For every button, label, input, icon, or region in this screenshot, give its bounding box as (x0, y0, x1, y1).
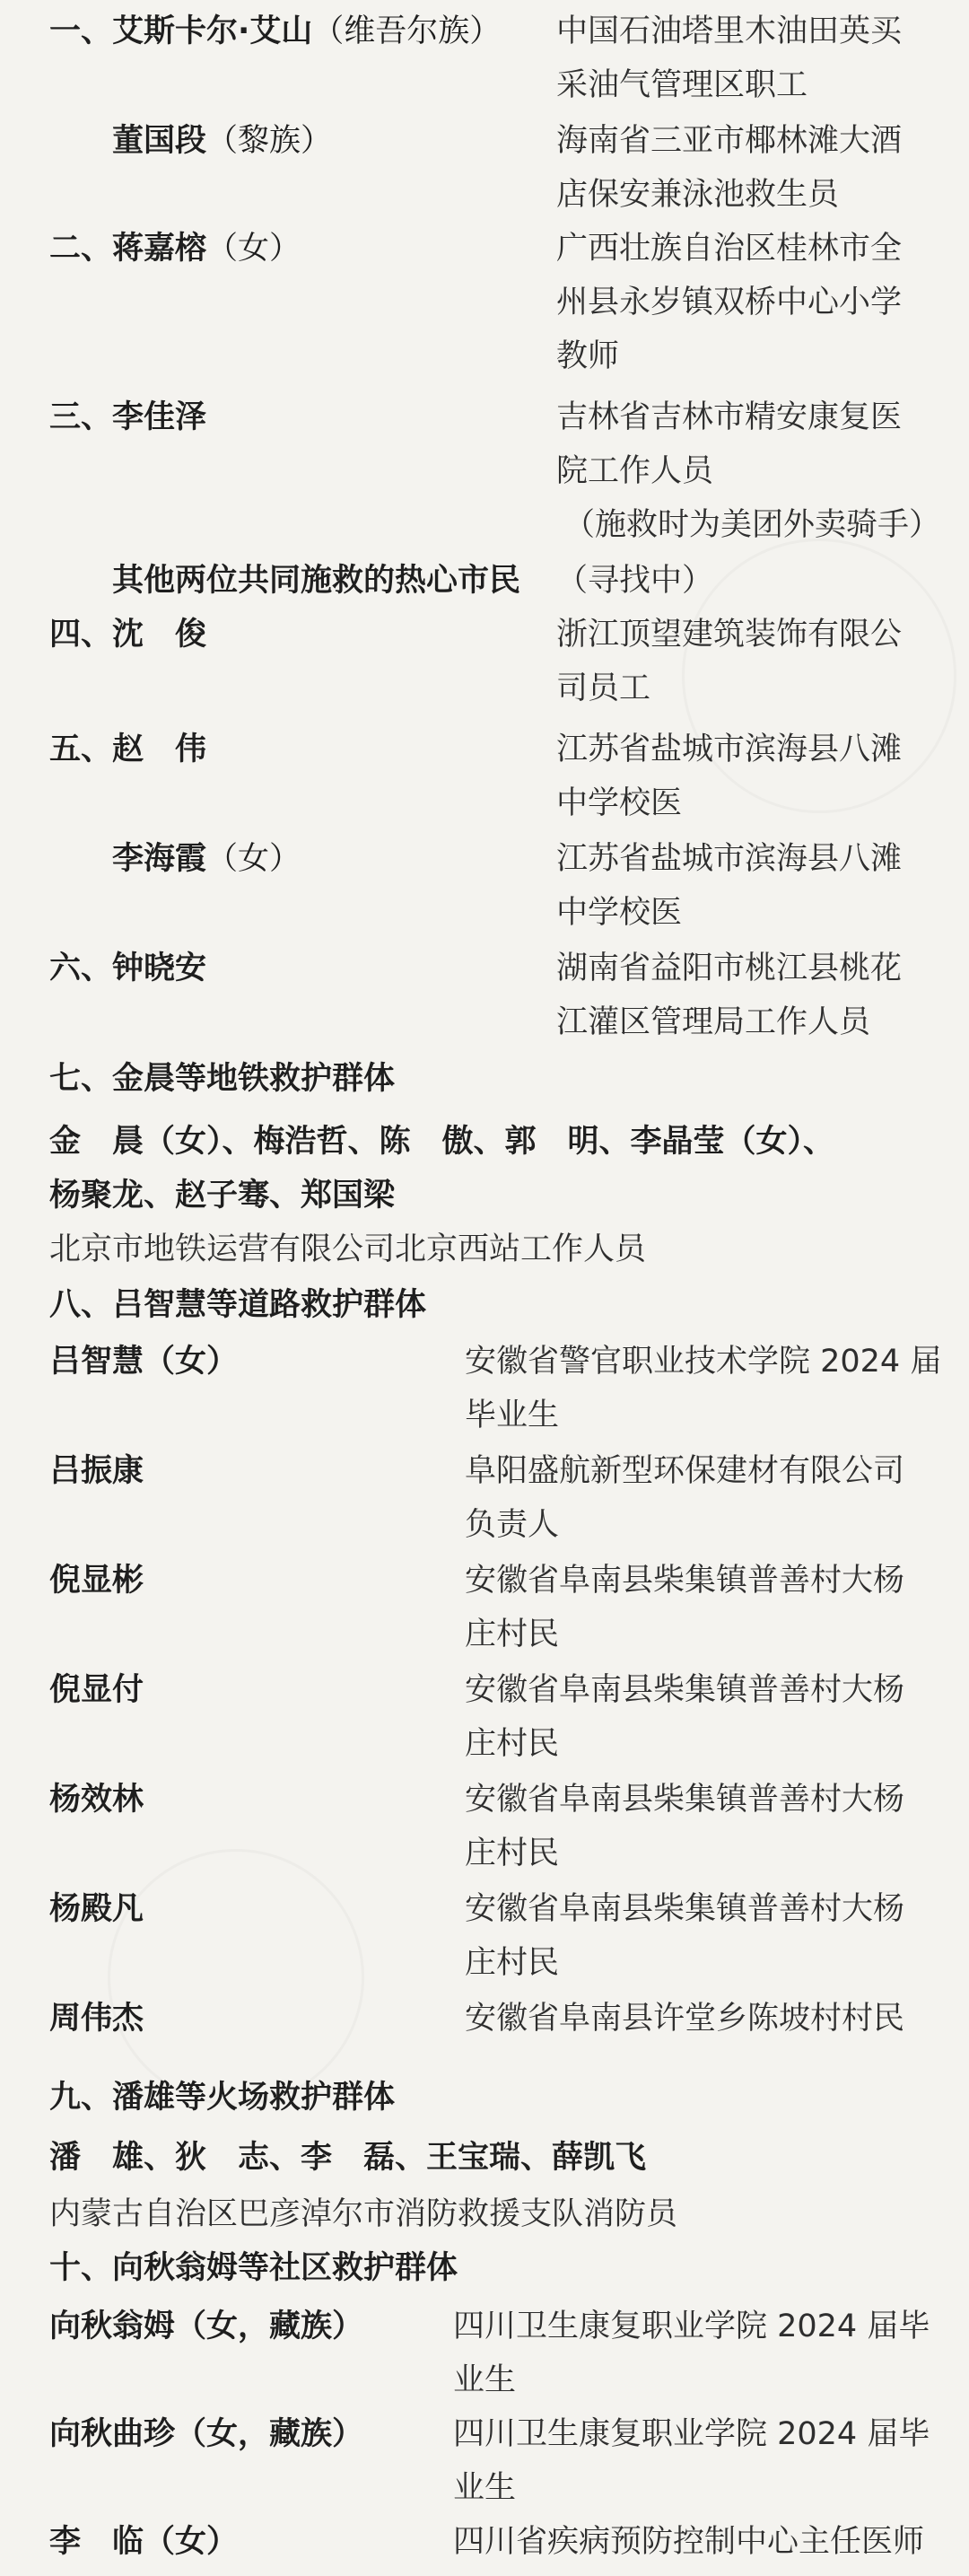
member-name: 向秋曲珍（女，藏族） (49, 2416, 364, 2452)
entry-org-line: 采油气管理区职工 (556, 67, 808, 103)
entry-name-text: 艾斯卡尔·艾山 (112, 13, 313, 49)
entry-name (112, 13, 502, 49)
entry-name (112, 565, 520, 597)
entry-org-line: 院工作人员 (556, 453, 714, 489)
member-org-line: 四川卫生康复职业学院 2024 届毕 (453, 2309, 930, 2344)
member-org-line: 庄村民 (465, 1836, 560, 1871)
entry-ethnic-note: （女） (206, 841, 301, 877)
group-title: 十、向秋翁姆等社区救护群体 (49, 2250, 458, 2286)
entry-org-line: 江苏省盐城市滨海县八滩 (556, 841, 903, 877)
entry-name (112, 841, 301, 877)
entry-org-line: 中学校医 (556, 895, 683, 931)
member-name: 杨殿凡 (49, 1891, 144, 1927)
member-org-line: 业生 (453, 2470, 517, 2506)
member-org-line: 安徽省阜南县许堂乡陈坡村村民 (465, 2001, 905, 2037)
member-org-line: 庄村民 (465, 1726, 560, 1762)
entry-number: 三、 (49, 399, 113, 435)
member-name: 吕振康 (49, 1453, 144, 1489)
member-org-line: 安徽省阜南县柴集镇普善村大杨 (465, 1563, 905, 1599)
entry-name (112, 123, 333, 159)
member-org-line: 业生 (453, 2362, 517, 2398)
entry-org-line: 州县永岁镇双桥中心小学 (556, 285, 903, 320)
entry-name-text: 赵 伟 (112, 732, 207, 767)
member-org-line: 阜阳盛航新型环保建材有限公司 (465, 1453, 905, 1489)
group-org: 内蒙古自治区巴彦淖尔市消防救援支队消防员 (49, 2196, 678, 2232)
entry-org-line: （施救时为美团外卖骑手） (563, 507, 941, 543)
entry-number: 六、 (49, 951, 113, 986)
member-name: 吕智慧（女） (49, 1344, 239, 1380)
entry-number: 四、 (49, 617, 113, 653)
group-title: 九、潘雄等火场救护群体 (49, 2080, 396, 2116)
group-title: 七、金晨等地铁救护群体 (49, 1061, 396, 1097)
entry-ethnic-note: （维吾尔族） (312, 13, 502, 49)
member-name: 向秋翁姆（女，藏族） (49, 2309, 364, 2344)
member-name: 倪显彬 (49, 1563, 144, 1599)
entry-org-line: 吉林省吉林市精安康复医 (556, 399, 903, 435)
member-org-line: 四川卫生康复职业学院 2024 届毕 (453, 2416, 930, 2452)
entry-name-text: 其他两位共同施救的热心市民 (112, 563, 521, 599)
entry-org-line: （寻找中） (556, 563, 714, 599)
member-name: 倪显付 (49, 1672, 144, 1708)
entry-org-line: 江苏省盐城市滨海县八滩 (556, 732, 903, 767)
faint-seal-mark (108, 1849, 364, 2106)
entry-org-line: 司员工 (556, 670, 651, 706)
group-members-line: 杨聚龙、赵子骞、郑国梁 (49, 1178, 396, 1214)
group-members-line: 金 晨（女）、梅浩哲、陈 傲、郭 明、李晶莹（女）、 (49, 1124, 835, 1160)
member-name: 李 临（女） (49, 2524, 239, 2560)
entry-name (112, 619, 206, 651)
member-org-line: 庄村民 (465, 1617, 560, 1652)
member-org-line: 安徽省阜南县柴集镇普善村大杨 (465, 1672, 905, 1708)
entry-org-line: 江灌区管理局工作人员 (556, 1004, 871, 1040)
faint-seal-mark (682, 539, 956, 813)
entry-number: 五、 (49, 732, 113, 767)
group-members-line: 潘 雄、狄 志、李 磊、王宝瑞、薛凯飞 (49, 2140, 647, 2176)
member-org-line: 安徽省阜南县柴集镇普善村大杨 (465, 1782, 905, 1818)
entry-org-line: 店保安兼泳池救生员 (556, 177, 840, 213)
entry-org-line: 中学校医 (556, 785, 683, 821)
entry-name (112, 233, 301, 265)
entry-org-line: 广西壮族自治区桂林市全 (556, 231, 903, 267)
entry-ethnic-note: （女） (206, 231, 301, 267)
group-title: 八、吕智慧等道路救护群体 (49, 1287, 427, 1323)
entry-name-text: 蒋嘉榕 (112, 231, 207, 267)
member-org-line: 庄村民 (465, 1945, 560, 1981)
entry-name (112, 399, 207, 435)
entry-org-line: 教师 (556, 338, 620, 374)
entry-name (112, 953, 206, 985)
group-org: 北京市地铁运营有限公司北京西站工作人员 (49, 1231, 647, 1267)
entry-number: 二、 (49, 231, 113, 267)
member-org-line: 安徽省警官职业技术学院 2024 届 (465, 1344, 942, 1380)
entry-name-text: 钟晓安 (112, 951, 207, 986)
entry-name (112, 734, 206, 766)
entry-name-text: 董国段 (112, 123, 207, 159)
entry-org-line: 海南省三亚市椰林滩大酒 (556, 123, 903, 159)
entry-org-line: 中国石油塔里木油田英买 (556, 13, 903, 49)
entry-org-line: 湖南省益阳市桃江县桃花 (556, 951, 903, 986)
member-org-line: 安徽省阜南县柴集镇普善村大杨 (465, 1891, 905, 1927)
member-org-line: 负责人 (465, 1507, 560, 1543)
entry-name-text: 沈 俊 (112, 617, 207, 653)
entry-name-text: 李海霞 (112, 841, 207, 877)
member-name: 杨效林 (49, 1782, 144, 1818)
member-org-line: 四川省疾病预防控制中心主任医师 (453, 2524, 925, 2560)
entry-ethnic-note: （黎族） (206, 123, 333, 159)
entry-number: 一、 (49, 13, 113, 49)
member-org-line: 毕业生 (465, 1398, 560, 1433)
entry-name-text: 李佳泽 (112, 399, 207, 435)
entry-org-line: 浙江顶望建筑装饰有限公 (556, 617, 903, 653)
member-name: 周伟杰 (49, 2001, 144, 2037)
